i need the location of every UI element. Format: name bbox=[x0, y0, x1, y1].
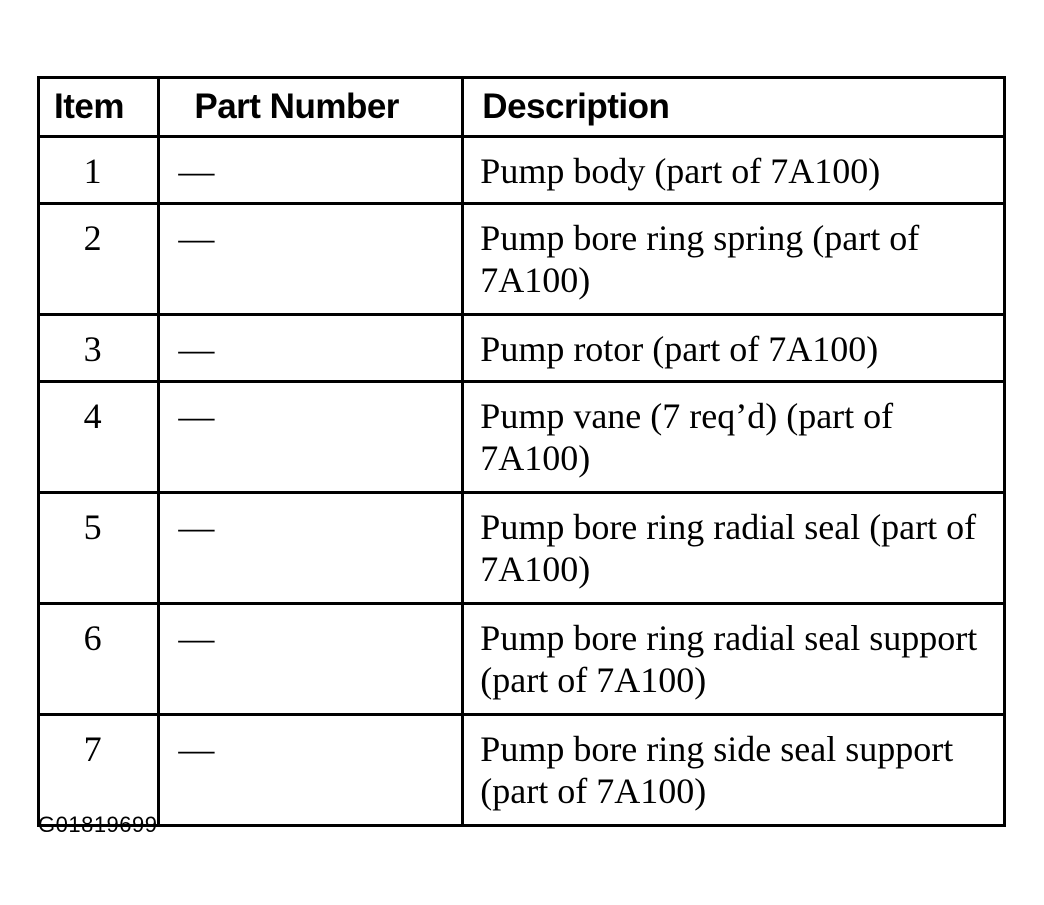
header-item: Item bbox=[39, 78, 159, 137]
description: Pump bore ring side seal support (part of 7A100) bbox=[463, 715, 1005, 826]
table-row bbox=[39, 204, 1005, 315]
parts-table bbox=[37, 76, 1006, 827]
description: Pump bore ring radial seal support (part of 7A100) bbox=[463, 604, 1005, 715]
figure-id: G01819699 bbox=[38, 812, 158, 837]
item-number: 4 bbox=[39, 382, 159, 493]
table-row bbox=[39, 137, 1005, 204]
part-number: — bbox=[159, 382, 463, 493]
item-number: 5 bbox=[39, 493, 159, 604]
item-number: 3 bbox=[39, 315, 159, 382]
part-number: — bbox=[159, 604, 463, 715]
table-row bbox=[39, 315, 1005, 382]
description: Pump bore ring radial seal (part of 7A100) bbox=[463, 493, 1005, 604]
description: Pump vane (7 req’d) (part of 7A100) bbox=[463, 382, 1005, 493]
table-row bbox=[39, 382, 1005, 493]
part-number: — bbox=[159, 315, 463, 382]
item-number: 7 bbox=[39, 715, 159, 826]
part-number: — bbox=[159, 137, 463, 204]
item-number: 6 bbox=[39, 604, 159, 715]
table-header-row bbox=[39, 78, 1005, 137]
item-number: 2 bbox=[39, 204, 159, 315]
part-number: — bbox=[159, 204, 463, 315]
table-row bbox=[39, 604, 1005, 715]
description: Pump rotor (part of 7A100) bbox=[463, 315, 1005, 382]
header-description: Description bbox=[463, 78, 1005, 137]
item-number: 1 bbox=[39, 137, 159, 204]
header-part-number: Part Number bbox=[159, 78, 463, 137]
description: Pump body (part of 7A100) bbox=[463, 137, 1005, 204]
table-row bbox=[39, 493, 1005, 604]
description: Pump bore ring spring (part of 7A100) bbox=[463, 204, 1005, 315]
part-number: — bbox=[159, 493, 463, 604]
table-row bbox=[39, 715, 1005, 826]
part-number: — bbox=[159, 715, 463, 826]
